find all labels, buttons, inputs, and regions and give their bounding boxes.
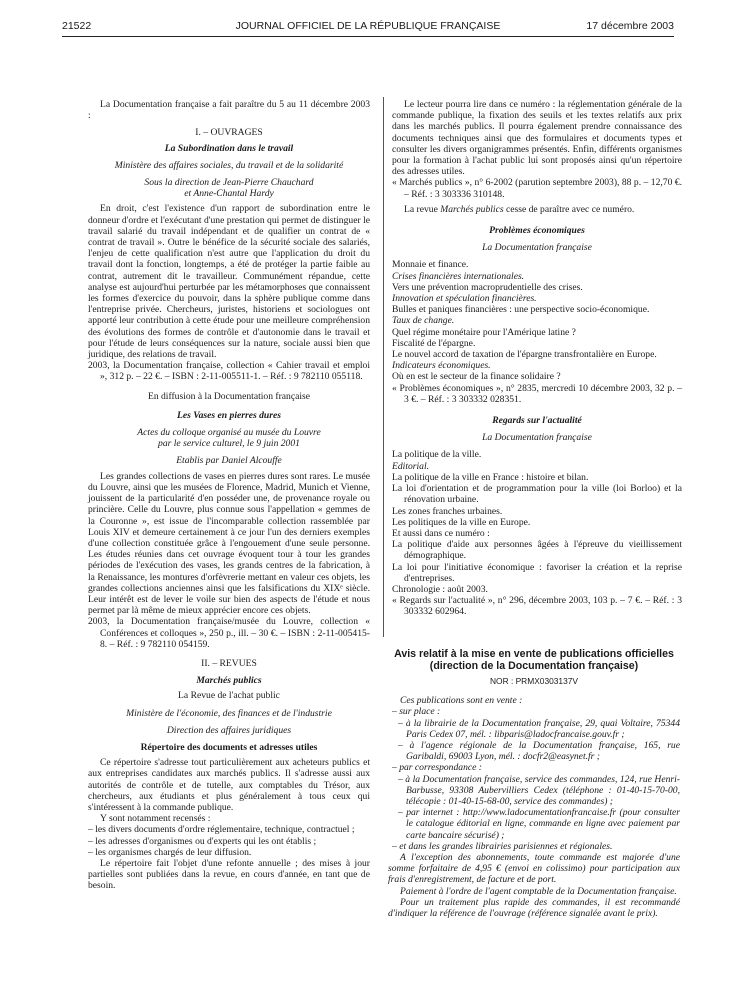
section-heading-revues: II. – REVUES xyxy=(201,657,257,669)
review-reference: « Regards sur l'actualité », n° 296, décembre 2003, 103 p. – 7 €. – Réf. : 3 303332 602964. xyxy=(392,595,682,618)
contents-item: Indicateurs économiques. xyxy=(392,360,491,372)
contents-item: Et aussi dans ce numéro : xyxy=(392,527,490,539)
contents-item: La loi pour l'initiative économique : favoriser la création et la reprise d'entreprises. xyxy=(392,561,682,584)
notice-title: Avis relatif à la mise en vente de publications officielles xyxy=(394,648,674,660)
contents-item: Innovation et spéculation financières. xyxy=(392,293,537,305)
review-title: Problèmes économiques xyxy=(489,225,585,237)
contents-item: Quel régime monétaire pour l'Amérique latine ? xyxy=(392,326,576,338)
nor-reference: NOR : PRMX0303137V xyxy=(490,676,578,686)
contents-item: La loi d'orientation et de programmation pour la ville (loi Borloo) et la rénovation urbaine. xyxy=(392,483,682,506)
left-column xyxy=(88,99,370,892)
contents-item: Monnaie et finance. xyxy=(392,259,469,271)
contents-item: La politique d'aide aux personnes âgées à l'épreuve du vieillissement démographique. xyxy=(392,539,682,562)
notice-subtitle: (direction de la Documentation française) xyxy=(429,660,639,672)
acts-line: Actes du colloque organisé au musée du Louvre xyxy=(137,427,321,439)
contents-item: Le nouvel accord de taxation de l'épargne transfrontalière en Europe. xyxy=(392,349,657,361)
cessation-notice: La revue Marchés publics cesse de paraître avec ce numéro. xyxy=(404,203,635,215)
review-title: Regards sur l'actualité xyxy=(492,415,582,427)
direction-line: Direction des affaires juridiques xyxy=(166,724,292,736)
contents-item: Editorial. xyxy=(392,460,430,472)
list-item: – les adresses d'organismes ou d'experts qui les ont établis ; xyxy=(88,835,317,847)
contents-item: Les zones franches urbaines. xyxy=(392,505,503,517)
book-reference: 2003, la Documentation française, collection « Cahier travail et emploi », 312 p. – 22 €. – ISBN : 2-11-005511-1. – Réf. : 9 782110 055118. xyxy=(88,360,370,383)
sales-item: – à la Documentation française, service des commandes, 124, rue Henri-Barbusse, 93308 Aubervilliers Cedex (téléphone : 01-40-15-70-00, télécopie : 01-40-15-68-00, service des commandes) ; xyxy=(398,773,680,808)
contents-item: La politique de la ville. xyxy=(392,449,482,461)
recenses-line: Y sont notamment recensés : xyxy=(100,813,211,825)
sales-item: – à la librairie de la Documentation française, 29, quai Voltaire, 75344 Paris Cedex 07, mél. : libparis@ladocfrancaise.gouv.fr ; xyxy=(398,717,680,740)
repertoire-heading: Répertoire des documents et adresses utiles xyxy=(140,741,318,753)
sales-paragraph: Pour un traitement plus rapide des commandes, il est recommandé d'indiquer la référence de l'ouvrage (référence signalée avant le prix). xyxy=(388,896,680,920)
review-reference: « Marchés publics », n° 6-2002 (parution septembre 2003), 88 p. – 12,70 €. – Réf. : 3 303336 310148. xyxy=(392,177,682,200)
contents-item: Où en est le secteur de la finance solidaire ? xyxy=(392,371,561,383)
sales-item: – à l'agence régionale de la Documentation française, 165, rue Garibaldi, 69003 Lyon, mél. : docfr2@easynet.fr ; xyxy=(398,740,680,763)
review-title: Marchés publics xyxy=(196,675,262,687)
book-description: En droit, c'est l'existence d'un rapport de subordination entre le donneur d'ordre et l'exécutant d'une prestation qui permet de distinguer le travail salarié du travail indépendant et de qualifier un contrat de « contrat de travail ». Outre le bénéfice de la sécurité sociale des salariés, l'enjeu de cette qualification n'est autre que l'application du droit du travail dont la fonction, longtemps, a été de protéger la partie faible au contrat, autrement dit le travailleur. Communément répandue, cette analyse est aujourd'hui perturbée par les métamorphoses que connaissent les formes d'exercice du pouvoir, dans la sphère publique comme dans l'entreprise privée. Chercheurs, juristes, historiens et sociologues ont apporté leur contribution à cette étude pour une meilleure compréhension des évolutions des formes de contrôle et d'autonomie dans le travail et pour l'étude de leurs conséquences sur la nature, sociale aussi bien que juridique, des relations de travail. xyxy=(88,203,370,361)
repertoire-description: Ce répertoire s'adresse tout particulièrement aux acheteurs publics et aux entreprises candidates aux marchés publics. Il s'adresse aussi aux autorités de contrôle et de tutelle, aux comptables du Trésor, aux chercheurs, aux étudiants et plus généralement à tous ceux qui s'intéressent à la commande publique. xyxy=(88,757,370,813)
ministry-line: Ministère des affaires sociales, du travail et de la solidarité xyxy=(114,159,344,171)
sales-paragraph: Paiement à l'ordre de l'agent comptable de la Documentation française. xyxy=(400,885,677,897)
book-title: Les Vases en pierres dures xyxy=(177,409,281,421)
contents-item: Les politiques de la ville en Europe. xyxy=(392,516,531,528)
list-item: – les divers documents d'ordre réglementaire, technique, contractuel ; xyxy=(88,824,355,836)
diffusion-line: En diffusion à la Documentation française xyxy=(147,390,311,402)
authors-line: Etablis par Daniel Alcouffe xyxy=(176,455,282,467)
journal-title: JOURNAL OFFICIEL DE LA RÉPUBLIQUE FRANÇAISE xyxy=(235,20,501,32)
book-title: La Subordination dans le travail xyxy=(164,142,294,154)
intro-text: La Documentation française a fait paraître du 5 au 11 décembre 2003 : xyxy=(88,99,370,122)
publisher-line: La Documentation française xyxy=(482,242,592,254)
ministry-line: Ministère de l'économie, des finances et de l'industrie xyxy=(126,707,332,719)
contents-item: La politique de la ville en France : histoire et bilan. xyxy=(392,471,589,483)
column-divider xyxy=(383,97,384,637)
review-description: Le lecteur pourra lire dans ce numéro : la réglementation générale de la commande publique, la fixation des seuils et les textes relatifs aux prix dans les marchés publics. Il pourra également prendre connaissance des documents techniques ainsi que des formulaires et documents types et consulter les divers organigrammes présentés. Enfin, différents organismes pour la formation à l'achat public lui sont proposés ainsi qu'un répertoire des adresses utiles. xyxy=(392,99,682,178)
review-reference: « Problèmes économiques », n° 2835, mercredi 10 décembre 2003, 32 p. – 3 €. – Réf. : 3 303332 028351. xyxy=(392,382,682,405)
right-column xyxy=(392,99,682,618)
contents-item: Crises financières internationales. xyxy=(392,270,525,282)
contents-item: Bulles et paniques financières : une perspective socio-économique. xyxy=(392,304,650,316)
book-description: Les grandes collections de vases en pierres dures sont rares. Le musée du Louvre, ainsi que les musées de Florence, Madrid, Munich et Vienne, jouissent de la particularité d'en posséder une, de provenance royale ou princière. Celle du Louvre, plus connue sous l'appellation « gemmes de la Couronne », est issue de l'incomparable collection rassemblée par Louis XIV et demeure certainement à ce jour l'un des derniers exemples d'une collection constituée grâce à l'engouement d'une seule personne. Les études réunies dans cet ouvrage évoquent tour à tour les grandes périodes de l'exécution des vases, les grands centres de la fabrication, à la Renaissance, les montures d'orfèvrerie mettant en valeur ces objets, les grandes collections anciennes ainsi que les falsifications du XIXᵉ siècle. Leur intérêt est de lever le voile sur bien des aspects de l'étude et nous permet par là même de mieux apprécier encore ces objets. xyxy=(88,470,370,617)
list-item: – les organismes chargés de leur diffusion. xyxy=(88,846,252,858)
authors-line: et Anne-Chantal Hardy xyxy=(184,188,274,200)
contents-list xyxy=(392,449,682,595)
contents-list xyxy=(392,259,682,382)
sales-item: – par internet : http://www.ladocumentationfrancaise.fr (pour consulter le catalogue éditorial en ligne, commande en ligne avec paiement par carte bancaire sécurisé) ; xyxy=(398,807,680,841)
acts-line: par le service culturel, le 9 juin 2001 xyxy=(158,438,300,450)
sales-notice xyxy=(388,648,680,919)
contents-item: Taux de change. xyxy=(392,315,455,327)
sales-item: – sur place : xyxy=(392,706,441,718)
page-number: 21522 xyxy=(62,20,92,32)
page-header xyxy=(62,20,674,34)
sales-paragraph: A l'exception des abonnements, toute commande est majorée d'une somme forfaitaire de 4,95 € (envoi en colissimo) pour participation aux frais d'enregistrement, de facture et de port. xyxy=(388,852,680,886)
sales-item: – par correspondance : xyxy=(392,762,482,774)
contents-item: Vers une prévention macroprudentielle des crises. xyxy=(392,281,583,293)
review-subtitle: La Revue de l'achat public xyxy=(178,690,280,702)
authors-line: Sous la direction de Jean-Pierre Chauchard xyxy=(144,177,314,189)
repertoire-update: Le répertoire fait l'objet d'une refonte annuelle ; des mises à jour partielles sont publiées dans la revue, en cours d'année, en tant que de besoin. xyxy=(88,857,370,892)
issue-date: 17 décembre 2003 xyxy=(586,20,674,32)
contents-item: Chronologie : août 2003. xyxy=(392,583,488,595)
book-reference: 2003, la Documentation française/musée du Louvre, collection « Conférences et colloques », 250 p., ill. – 30 €. – ISBN : 2-11-005415-8. – Réf. : 9 782110 054159. xyxy=(88,616,370,650)
contents-item: Fiscalité de l'épargne. xyxy=(392,337,476,349)
sales-intro: Ces publications sont en vente : xyxy=(400,695,523,707)
header-rule xyxy=(62,36,674,37)
section-heading-ouvrages: I. – OUVRAGES xyxy=(195,127,263,139)
sales-points xyxy=(388,695,680,919)
sales-item: – et dans les grandes librairies parisiennes et régionales. xyxy=(392,840,613,852)
publisher-line: La Documentation française xyxy=(482,432,592,444)
